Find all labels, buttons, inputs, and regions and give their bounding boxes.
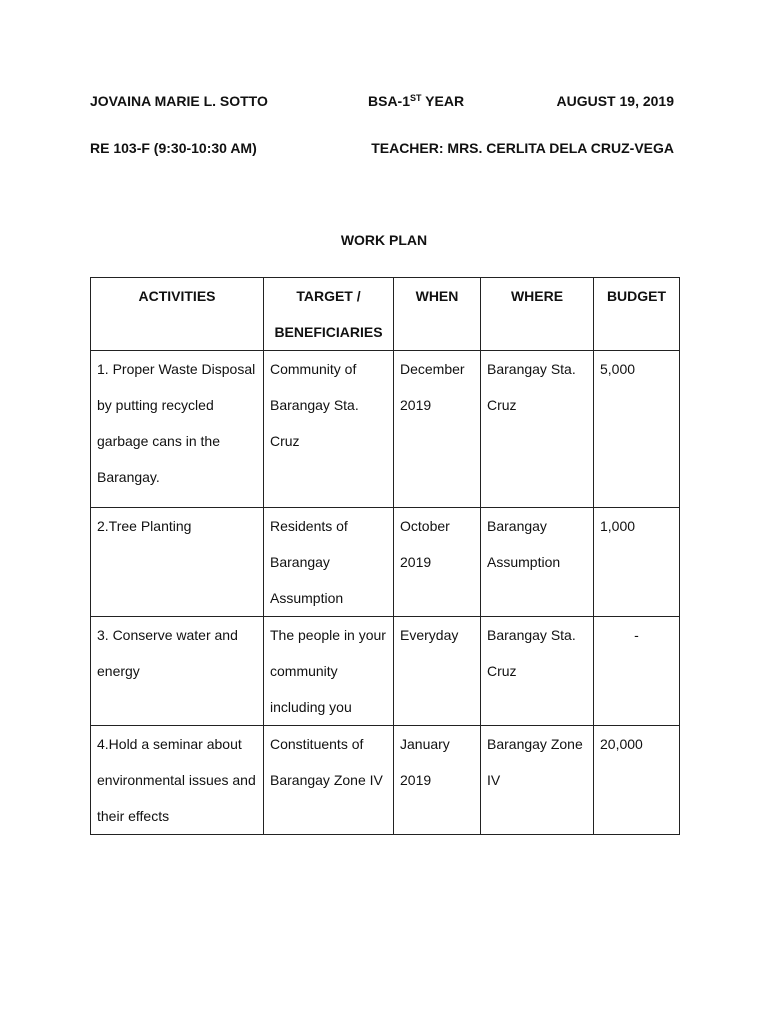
column-header-where: WHERE xyxy=(481,278,594,351)
target-cell: The people in your community including you xyxy=(264,617,394,726)
budget-cell: 1,000 xyxy=(594,508,680,617)
course-superscript: ST xyxy=(410,93,422,103)
course-suffix: YEAR xyxy=(421,93,465,109)
activity-cell: 3. Conserve water and energy xyxy=(91,617,264,726)
column-header-when: WHEN xyxy=(394,278,481,351)
table-row xyxy=(91,617,680,726)
table-row xyxy=(91,508,680,617)
course-prefix: BSA-1 xyxy=(368,93,411,109)
budget-cell: 5,000 xyxy=(594,351,680,508)
when-cell: January 2019 xyxy=(394,726,481,835)
when-cell: December 2019 xyxy=(394,351,481,508)
budget-cell: 20,000 xyxy=(594,726,680,835)
budget-cell: - xyxy=(594,617,680,726)
student-name: JOVAINA MARIE L. SOTTO xyxy=(90,93,268,109)
target-cell: Constituents of Barangay Zone IV xyxy=(264,726,394,835)
course-year xyxy=(368,93,464,109)
work-plan-table xyxy=(90,277,680,835)
column-header-target: TARGET / BENEFICIARIES xyxy=(264,278,394,351)
document-date: AUGUST 19, 2019 xyxy=(556,93,674,109)
target-cell: Residents of Barangay Assumption xyxy=(264,508,394,617)
activity-cell: 2.Tree Planting xyxy=(91,508,264,617)
activity-cell: 4.Hold a seminar about environmental issues and their effects xyxy=(91,726,264,835)
when-cell: October 2019 xyxy=(394,508,481,617)
teacher-name: TEACHER: MRS. CERLITA DELA CRUZ-VEGA xyxy=(371,140,674,156)
table-header-row xyxy=(91,278,680,351)
target-cell: Community of Barangay Sta. Cruz xyxy=(264,351,394,508)
page-title: WORK PLAN xyxy=(340,232,428,248)
where-cell: Barangay Zone IV xyxy=(481,726,594,835)
column-header-budget: BUDGET xyxy=(594,278,680,351)
where-cell: Barangay Sta. Cruz xyxy=(481,351,594,508)
when-cell: Everyday xyxy=(394,617,481,726)
activity-cell: 1. Proper Waste Disposal by putting recycled garbage cans in the Barangay. xyxy=(91,351,264,508)
column-header-activities: ACTIVITIES xyxy=(91,278,264,351)
where-cell: Barangay Assumption xyxy=(481,508,594,617)
table-row xyxy=(91,351,680,508)
where-cell: Barangay Sta. Cruz xyxy=(481,617,594,726)
table-row xyxy=(91,726,680,835)
subject-schedule: RE 103-F (9:30-10:30 AM) xyxy=(90,140,257,156)
